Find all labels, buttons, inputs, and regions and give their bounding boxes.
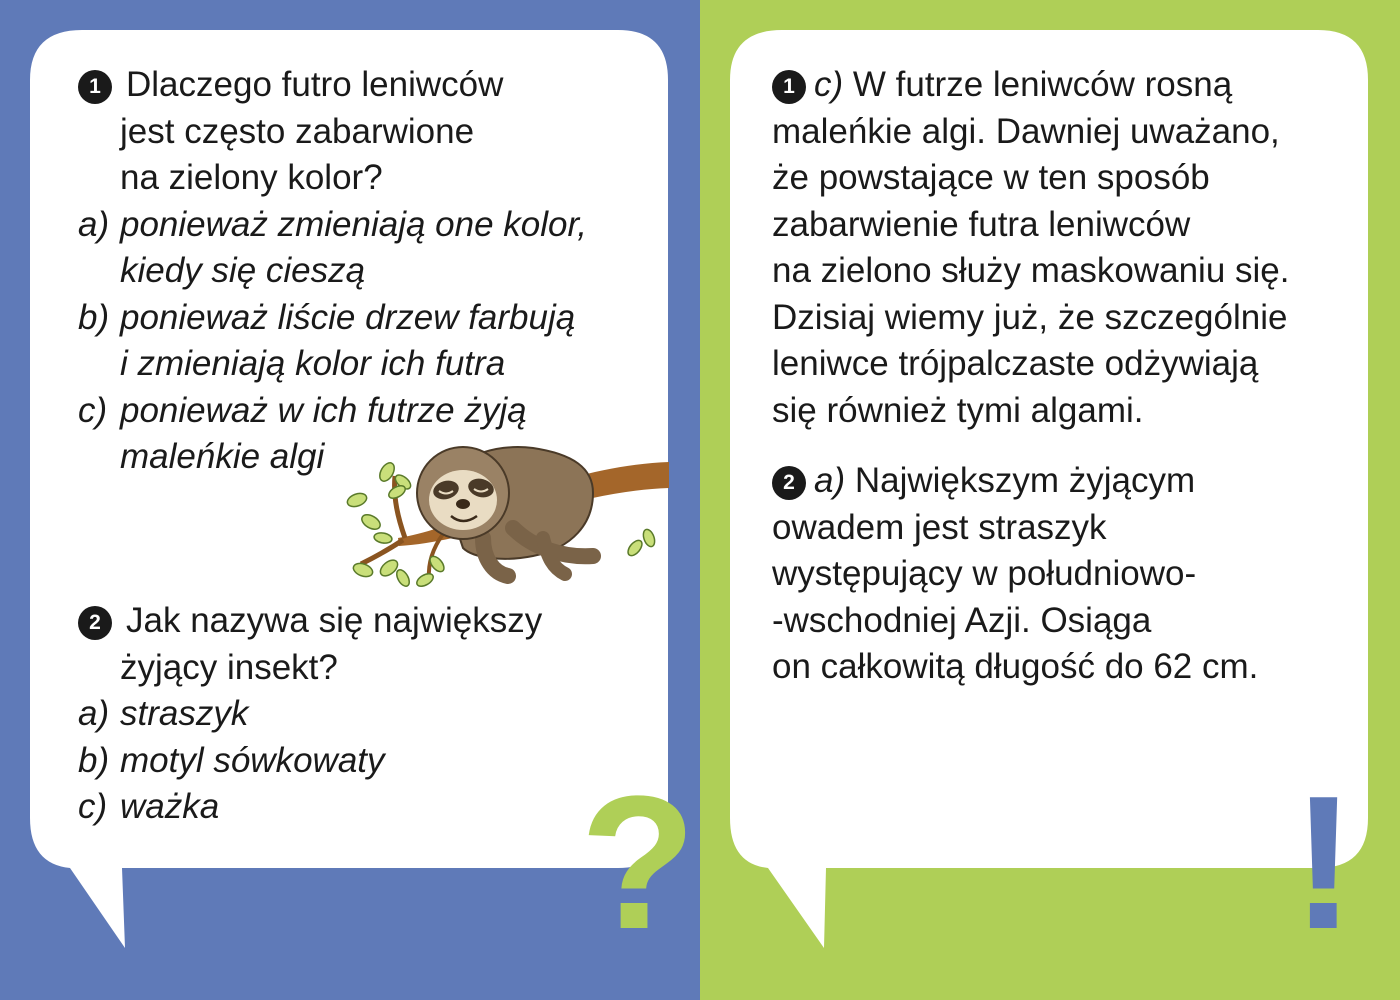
answer-option-a: [78, 691, 542, 738]
option-text: maleńkie algi: [120, 437, 325, 476]
answer-text-line: W futrze leniwców rosną: [843, 65, 1233, 104]
answer-text-line: owadem jest straszyk: [772, 507, 1107, 547]
option-text: motyl sówkowaty: [120, 740, 385, 780]
option-label: a): [78, 204, 110, 244]
question-text-line: żyjący insekt?: [120, 647, 338, 687]
question-number-badge: 1: [78, 70, 112, 104]
question-text-line: na zielony kolor?: [120, 158, 383, 197]
question-2: [78, 598, 542, 831]
correct-option-label: a): [814, 461, 846, 500]
question-text-line: Dlaczego futro leniwców: [126, 65, 504, 104]
answer-text-line: występujący w południowo-: [772, 554, 1197, 593]
answer-text-line: leniwce trójpalczaste odżywiają: [772, 344, 1259, 383]
answer-option-a: [78, 202, 587, 295]
answer-option-c: [78, 784, 542, 831]
question-number-badge: 2: [78, 606, 112, 640]
answer-text-line: Największym żyjącym: [845, 461, 1196, 500]
exclamation-mark-icon: !: [1292, 757, 1356, 969]
question-mark-icon: ?: [580, 757, 697, 969]
answer-2: [772, 458, 1258, 691]
answer-text-line: Dzisiaj wiemy już, że szczególnie: [772, 297, 1288, 337]
option-text: straszyk: [120, 694, 249, 733]
answer-text-line: zabarwienie futra leniwców: [772, 204, 1191, 244]
correct-option-label: c): [814, 65, 844, 104]
answer-text-line: się również tymi algami.: [772, 390, 1144, 430]
answer-text-line: on całkowitą długość do 62 cm.: [772, 647, 1259, 686]
option-label: c): [78, 787, 108, 826]
answer-text-line: na zielono służy maskowaniu się.: [772, 251, 1290, 290]
option-text: ponieważ liście drzew farbują: [120, 297, 576, 337]
option-text: ponieważ zmieniają one kolor,: [120, 204, 587, 244]
option-text: ponieważ w ich futrze żyją: [120, 390, 527, 430]
answer-option-b: [78, 738, 542, 785]
option-text: ważka: [120, 787, 220, 826]
option-label: a): [78, 694, 110, 733]
answer-text-line: że powstające w ten sposób: [772, 158, 1210, 197]
answer-number-badge: 2: [772, 466, 806, 500]
option-label: c): [78, 390, 108, 430]
option-label: b): [78, 297, 110, 337]
question-text-line: Jak nazywa się największy: [126, 601, 543, 640]
option-label: b): [78, 740, 110, 780]
answer-number-badge: 1: [772, 70, 806, 104]
answer-option-b: [78, 295, 587, 388]
answer-1: [772, 62, 1289, 434]
answer-text-line: -wschodniej Azji. Osiąga: [772, 600, 1152, 640]
sleeping-sloth-icon: [343, 438, 669, 588]
question-1: [78, 62, 587, 481]
option-text: kiedy się cieszą: [120, 251, 366, 290]
answer-card: [700, 0, 1400, 1000]
option-text: i zmieniają kolor ich futra: [120, 344, 506, 383]
question-text-line: jest często zabarwione: [120, 111, 475, 151]
answer-text-line: maleńkie algi. Dawniej uważano,: [772, 111, 1280, 151]
